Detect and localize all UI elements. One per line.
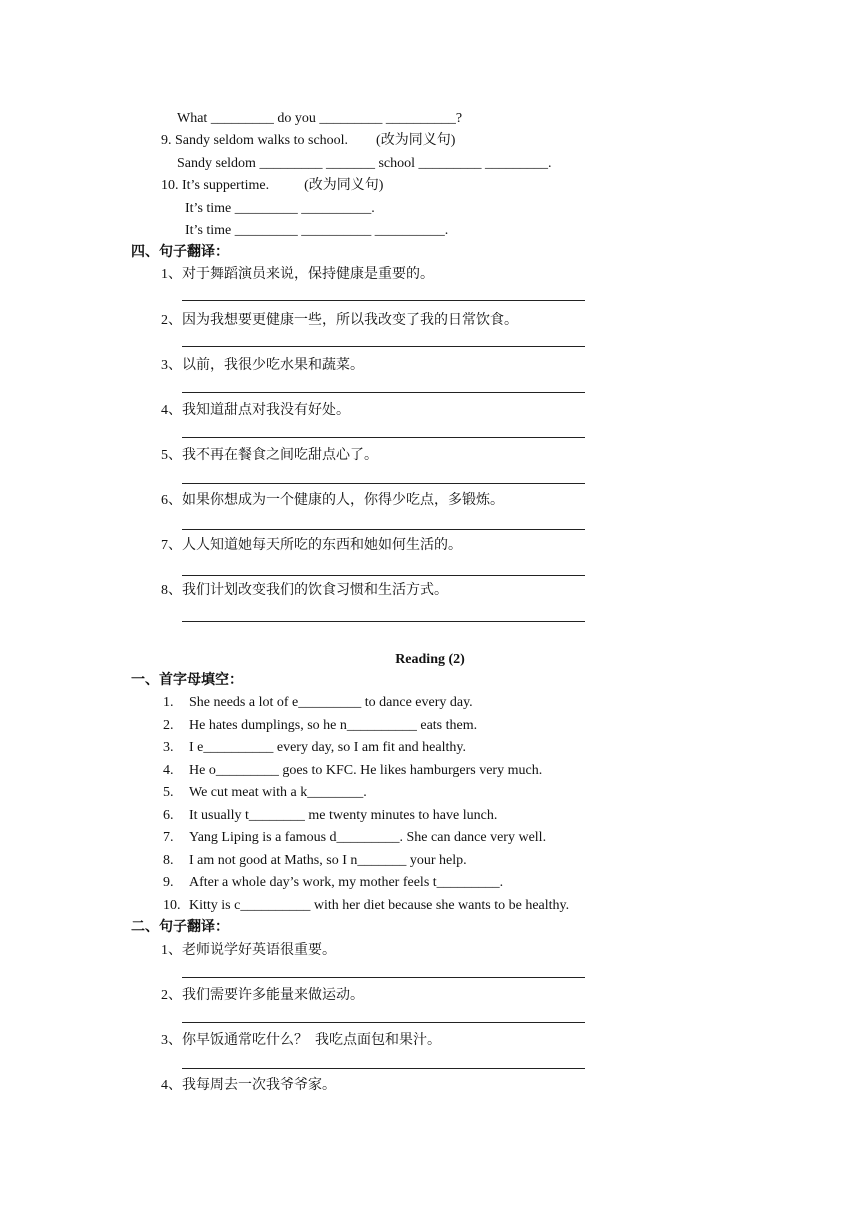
- translation-item: 3、你早饭通常吃什么？ 我吃点面包和果汁。: [161, 1033, 441, 1048]
- fill-item: 8. I am not good at Maths, so I n_______ your help.: [163, 853, 467, 868]
- translation-item: 1、对于舞蹈演员来说，保持健康是重要的。: [161, 267, 434, 282]
- fill-item: 10. Kitty is c__________ with her diet because she wants to be healthy.: [163, 898, 570, 913]
- fill-item: 5. We cut meat with a k________.: [163, 785, 367, 800]
- translation-item: 4、我每周去一次我爷爷家。: [161, 1078, 336, 1093]
- reading-title: Reading (2): [395, 652, 465, 667]
- answer-line: [182, 575, 585, 576]
- section-2-heading: 二、句子翻译：: [131, 920, 229, 935]
- answer-line: [182, 977, 585, 978]
- section-4-heading: 四、句子翻译：: [131, 245, 229, 260]
- answer-line: [182, 621, 585, 622]
- fill-item: 6. It usually t________ me twenty minutes to have lunch.: [163, 808, 498, 823]
- answer-line: [182, 483, 585, 484]
- answer-line-10a: It’s time _________ __________.: [185, 201, 375, 216]
- fill-item: 3. I e__________ every day, so I am fit and healthy.: [163, 740, 466, 755]
- answer-line: [182, 1022, 585, 1023]
- fill-item: 9. After a whole day’s work, my mother feels t_________.: [163, 875, 504, 890]
- answer-line: [182, 300, 585, 301]
- question-10: 10. It’s suppertime. (改为同义句): [161, 178, 384, 193]
- fill-item: 7. Yang Liping is a famous d_________. She can dance very well.: [163, 830, 547, 845]
- question-9: 9. Sandy seldom walks to school. (改为同义句): [161, 133, 456, 148]
- fill-item: 1. She needs a lot of e_________ to dance every day.: [163, 695, 473, 710]
- answer-line: [182, 529, 585, 530]
- translation-item: 5、我不再在餐食之间吃甜点心了。: [161, 448, 378, 463]
- translation-item: 6、如果你想成为一个健康的人，你得少吃点，多锻炼。: [161, 493, 504, 508]
- fill-item: 4. He o_________ goes to KFC. He likes hamburgers very much.: [163, 763, 543, 778]
- rewrite-line-what: What _________ do you _________ __________?: [177, 111, 463, 126]
- translation-item: 4、我知道甜点对我没有好处。: [161, 403, 350, 418]
- translation-item: 7、人人知道她每天所吃的东西和她如何生活的。: [161, 538, 462, 553]
- answer-line-10b: It’s time _________ __________ __________.: [185, 223, 449, 238]
- answer-line-9: Sandy seldom _________ _______ school _________ _________.: [177, 156, 552, 171]
- fill-item: 2. He hates dumplings, so he n__________ eats them.: [163, 718, 478, 733]
- translation-item: 8、我们计划改变我们的饮食习惯和生活方式。: [161, 583, 448, 598]
- translation-item: 2、因为我想要更健康一些，所以我改变了我的日常饮食。: [161, 313, 518, 328]
- section-1-heading: 一、首字母填空：: [131, 673, 243, 688]
- translation-item: 2、我们需要许多能量来做运动。: [161, 988, 364, 1003]
- translation-item: 1、老师说学好英语很重要。: [161, 943, 336, 958]
- answer-line: [182, 392, 585, 393]
- answer-line: [182, 346, 585, 347]
- answer-line: [182, 437, 585, 438]
- translation-item: 3、以前，我很少吃水果和蔬菜。: [161, 358, 364, 373]
- answer-line: [182, 1068, 585, 1069]
